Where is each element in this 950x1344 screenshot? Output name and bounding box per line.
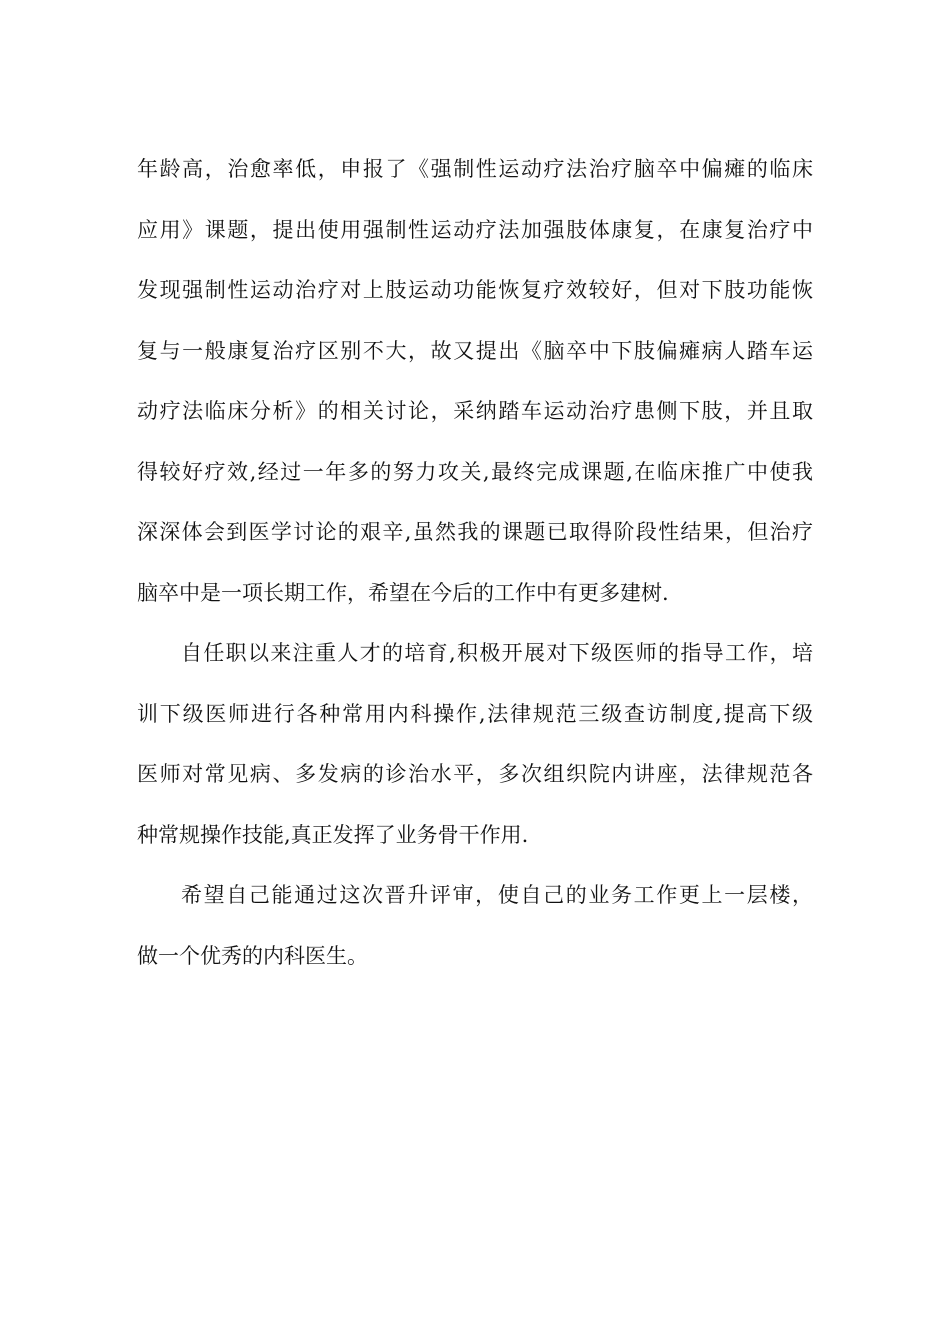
text-line: 医师对常见病、多发病的诊治水平，多次组织院内讲座，法律规范各 (137, 762, 813, 786)
text-line: 动疗法临床分析》的相关讨论，采纳踏车运动治疗患侧下肢，并且取 (137, 399, 813, 423)
text-line: 种常规操作技能,真正发挥了业务骨干作用. (137, 822, 529, 847)
text-line: 应用》课题，提出使用强制性运动疗法加强肢体康复，在康复治疗中 (137, 217, 813, 242)
text-line: 深深体会到医学讨论的艰辛,虽然我的课题已取得阶段性结果，但治疗 (137, 520, 813, 544)
text-line: 发现强制性运动治疗对上肢运动功能恢复疗效较好，但对下肢功能恢 (137, 278, 813, 302)
text-line: 年龄高，治愈率低，申报了《强制性运动疗法治疗脑卒中偏瘫的临床 (137, 157, 813, 181)
text-line: 脑卒中是一项长期工作，希望在今后的工作中有更多建树. (137, 580, 669, 605)
text-line: 训下级医师进行各种常用内科操作,法律规范三级查访制度,提高下级 (137, 701, 813, 726)
text-line: 自任职以来注重人才的培育,积极开展对下级医师的指导工作，培 (181, 641, 813, 665)
text-line: 做一个优秀的内科医生。 (137, 943, 368, 968)
text-line: 希望自己能通过这次晋升评审，使自己的业务工作更上一层楼， (181, 883, 813, 907)
text-line: 复与一般康复治疗区别不大，故又提出《脑卒中下肢偏瘫病人踏车运 (137, 338, 813, 363)
text-line: 得较好疗效,经过一年多的努力攻关,最终完成课题,在临床推广中使我 (137, 459, 813, 484)
paragraph-3 (137, 865, 813, 986)
paragraph-2 (137, 623, 813, 865)
document-body (137, 139, 813, 986)
paragraph-1 (137, 139, 813, 623)
